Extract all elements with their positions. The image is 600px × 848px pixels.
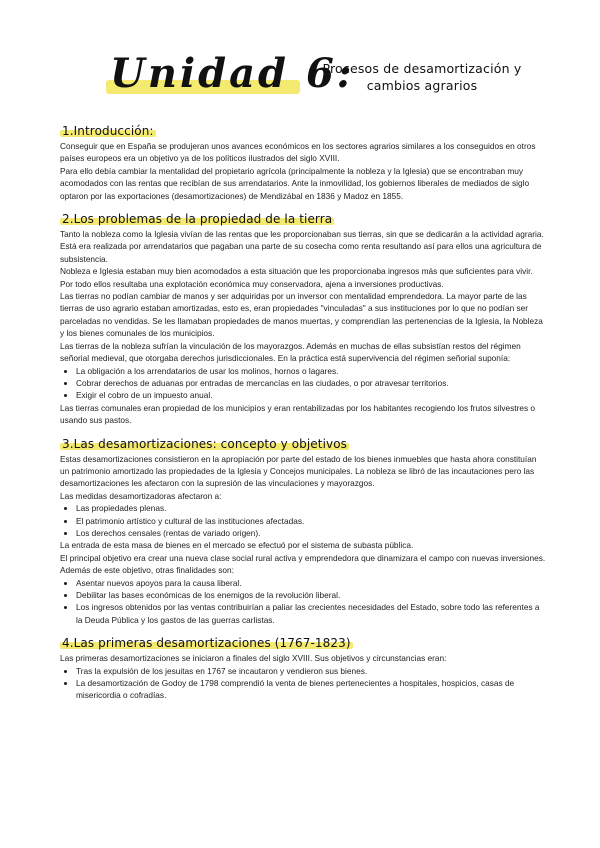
section-heading: 2.Los problemas de la propiedad de la tierra	[62, 212, 333, 227]
list-item: • Las propiedades plenas.	[76, 502, 546, 514]
paragraph: Las primeras desamortizaciones se iniciaron a finales del siglo XVIII. Sus objetivos y circunstancias eran:	[60, 653, 447, 664]
paragraph: Para ello debía cambiar la mentalidad del propietario agrícola (principalmente la nobleza y la Iglesia) que se encontraban muy acomodados con las rentas que recibían de sus arrendatarios. Ante la inmovilidad, los gobiernos liberales de mediados de siglo optaron por las exportaciones (desamortizaciones) de Mendizábal en 1836 y Madoz en 1855.	[60, 165, 530, 201]
paragraph: Estas desamortizaciones consistieron en la apropiación por parte del estado de los bienes inmuebles que hasta ahora constituían un patrimonio amortizado las propiedades de la Iglesia y Concejos municipales. La nobleza se libró de las incautaciones pero las desamortizaciones les afectaron con la supresión de las vinculaciones y mayorazgos.	[60, 453, 537, 489]
document-body	[60, 122, 546, 702]
page-subtitle	[322, 60, 522, 94]
subtitle-line-1: Procesos de desamortización y	[322, 61, 522, 76]
section-problemas-propiedad	[60, 210, 546, 427]
section-heading: 1.Introducción:	[62, 124, 154, 138]
list-item: • Cobrar derechos de aduanas por entradas de mercancías en las ciudades, o por atravesar territorios.	[76, 377, 546, 389]
paragraph: Conseguir que en España se produjeran unos avances económicos en los sectores agrarios similares a los conseguidos en otros países europeos era un objetivo ya de los políticos ilustrados del siglo XVIII.	[60, 141, 536, 164]
list-item: • El patrimonio artístico y cultural de las instituciones afectadas.	[76, 515, 546, 527]
page-title: Unidad 6:	[110, 50, 355, 97]
list-item: • Tras la expulsión de los jesuitas en 1767 se incautaron y vendieron sus bienes.	[76, 665, 546, 677]
list-item: • Exigir el cobro de un impuesto anual.	[76, 389, 546, 401]
bullet-list	[60, 577, 546, 627]
paragraph: Las tierras de la nobleza sufrían la vinculación de los mayorazgos. Además en muchas de ellas subsistían restos del régimen señorial medieval, que otorgaba derechos jurisdiccionales. En la práctica está supervivencia del régimen señorial suponía:	[60, 340, 521, 364]
paragraph: Las medidas desamortizadoras afectaron a:	[60, 490, 222, 501]
paragraph: El principal objetivo era crear una nueva clase social rural activa y emprendedora que dinamizara el campo con nuevas inversiones. Además de este objetivo, otras finalidades son:	[60, 552, 546, 576]
list-item: • Asentar nuevos apoyos para la causa liberal.	[76, 577, 546, 589]
paragraph: Las tierras comunales eran propiedad de los municipios y eran rentabilizadas por los habitantes recogiendo los frutos silvestres o usando sus pastos.	[60, 402, 536, 426]
list-item: • La desamortización de Godoy de 1798 comprendió la venta de bienes pertenecientes a hospitales, hospicios, casas de misericordia o cofradías.	[76, 677, 546, 702]
section-desamortizaciones-concepto	[60, 435, 546, 627]
bullet-list	[60, 365, 546, 402]
paragraph: Tanto la nobleza como la Iglesia vivían de las rentas que les proporcionaban sus tierras, sin que se dedicarán a la actividad agraria. Está era realizada por arrendatarios que pagaban una parte de su cosecha como renta resultando así para ellos una agricultura de subsistencia.	[60, 229, 544, 264]
bullet-list	[60, 502, 546, 539]
subtitle-line-2: cambios agrarios	[366, 78, 478, 93]
paragraph: Nobleza e Iglesia estaban muy bien acomodados a esta situación que les proporcionaba ingresos más que suficientes para vivir. Por todo ellos resultaba una explotación económica muy conservadora, ajena a inversiones productivas.	[60, 266, 533, 289]
section-heading: 3.Las desamortizaciones: concepto y objetivos	[62, 436, 348, 451]
paragraph: Las tierras no podían cambiar de manos y ser adquiridas por un inversor con mentalidad emprendedora. La mayor parte de las tierras de uso agrario estaban amortizadas, esto es, eran propiedades "vinculadas" a sus instituciones por lo que no podían ser parceladas no vendidas. Se les llamaban propiedades de manos muertas, y comprendían las pertenencias de la Iglesia, la Nobleza y los bienes comunales de los municipios.	[60, 291, 543, 339]
section-heading: 4.Las primeras desamortizaciones (1767-1823)	[62, 636, 351, 651]
section-introduccion	[60, 122, 546, 202]
list-item: • Los ingresos obtenidos por las ventas contribuirían a paliar las crecientes necesidades del Estado, sobre todo las referentes a la Deuda Pública y los gastos de las guerras carlistas.	[76, 601, 546, 626]
paragraph: La entrada de esta masa de bienes en el mercado se efectuó por el sistema de subasta pública.	[60, 540, 414, 551]
list-item: • Debilitar las bases económicas de los enemigos de la revolución liberal.	[76, 589, 546, 601]
list-item: • La obligación a los arrendatarios de usar los molinos, hornos o lagares.	[76, 365, 546, 377]
bullet-list	[60, 665, 546, 702]
title-block	[104, 50, 355, 106]
list-item: • Los derechos censales (rentas de variado origen).	[76, 527, 546, 539]
section-primeras-desamortizaciones	[60, 634, 546, 702]
